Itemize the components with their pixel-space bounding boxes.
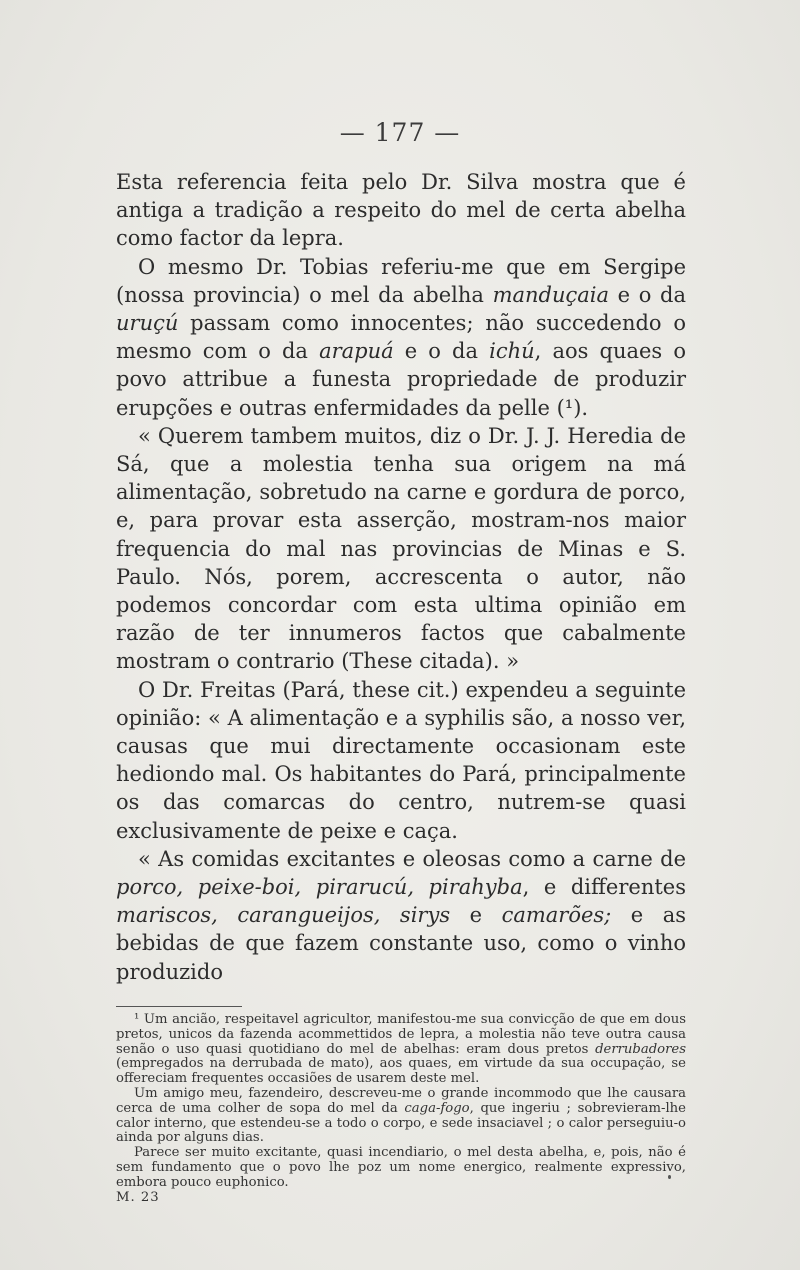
text-run: ¹ Um ancião, respeitavel agricultor, manifestou-me sua convicção de que em dous pretos, unicos da fazenda acommettidos de lepra, a molestia não teve outra causa senão o uso quasi quotidiano do mel de abelhas: eram dous pretos — [116, 1012, 686, 1057]
main-text — [116, 168, 686, 986]
text-run: « Querem tambem muitos, diz o Dr. J. J. Heredia de Sá, que a molestia tenha sua origem na má alimentação, sobretudo na carne e gordura de porco, e, para provar esta asserção, mostram-nos maior frequencia do mal nas provincias de Minas e S. Paulo. Nós, porem, accrescenta o autor, não podemos concordar com esta ultima opinião em razão de ter innumeros factos que cabalmente mostram o contrario (These citada). » — [116, 423, 686, 674]
paragraph — [116, 676, 686, 845]
italic-term: derrubadores — [595, 1041, 686, 1057]
text-run: Um amigo meu, fazendeiro, descreveu-me o grande incommodo que lhe causara cerca de uma colher de sopa do mel da — [116, 1085, 686, 1116]
italic-term: ichú — [489, 339, 535, 364]
signature-mark: M. 23 — [116, 1189, 160, 1205]
text-run: (empregados na derrubada de mato), aos quaes, em virtude da sua occupação, se offereciam frequentes occasiões de usarem deste mel. — [116, 1056, 686, 1087]
paragraph — [116, 422, 686, 676]
text-run: e o da — [393, 339, 490, 364]
footnote-divider — [116, 1006, 242, 1007]
italic-term: arapuá — [319, 339, 394, 364]
footnotes — [116, 1013, 686, 1205]
text-run: « As comidas excitantes e oleosas como a carne de — [138, 846, 686, 871]
footnote — [116, 1087, 686, 1146]
text-run: Parece ser muito excitante, quasi incendiario, o mel desta abelha, e, pois, não é sem fundamento que o povo lhe poz um nome energico, realmente expressivo, embora pouco euphonico. — [116, 1145, 686, 1190]
text-run: passam como innocentes; não succedendo o mesmo com o da — [116, 311, 686, 364]
italic-term: caga-fogo — [404, 1100, 470, 1116]
footnote — [116, 1013, 686, 1087]
text-run: e o da — [609, 282, 686, 307]
text-run: , que ingeriu ; sobrevieram-lhe calor interno, que estendeu-se a todo o corpo, e sede insaciavel ; o calor perseguiu-o ainda por alguns dias. — [116, 1100, 686, 1146]
text-run: e as bebidas de que fazem constante uso, como o vinho produzido — [116, 903, 686, 984]
text-run: , aos quaes o povo attribue a funesta propriedade de produzir erupções e outras enfermidades da pelle (¹). — [116, 339, 686, 420]
text-run: e — [450, 903, 502, 928]
italic-term: camarões; — [501, 903, 612, 928]
italic-term: manduçaia — [492, 282, 610, 307]
ink-speck — [668, 1175, 671, 1179]
paragraph — [116, 253, 686, 422]
text-run: Esta referencia feita pelo Dr. Silva mostra que é antiga a tradição a respeito do mel de certa abelha como factor da lepra. — [116, 170, 686, 251]
italic-term: porco, peixe-boi, pirarucú, pirahyba — [116, 875, 523, 900]
text-run: O mesmo Dr. Tobias referiu-me que em Sergipe (nossa provincia) o mel da abelha — [116, 254, 686, 307]
italic-term: uruçú — [116, 311, 179, 336]
text-run: O Dr. Freitas (Pará, these cit.) expendeu a seguinte opinião: « A alimentação e a syphilis são, a nosso ver, causas que mui directamente occasionam este hediondo mal. Os habitantes do Pará, principalmente os das comarcas do centro, nutrem-se quasi exclusivamente de peixe e caça. — [116, 677, 686, 843]
footnote — [116, 1146, 686, 1190]
italic-term: mariscos, carangueijos, sirys — [116, 903, 451, 928]
text-run: , e differentes — [522, 875, 686, 900]
paragraph — [116, 168, 686, 253]
page-number: — 177 — — [339, 118, 461, 147]
paragraph — [116, 845, 686, 986]
